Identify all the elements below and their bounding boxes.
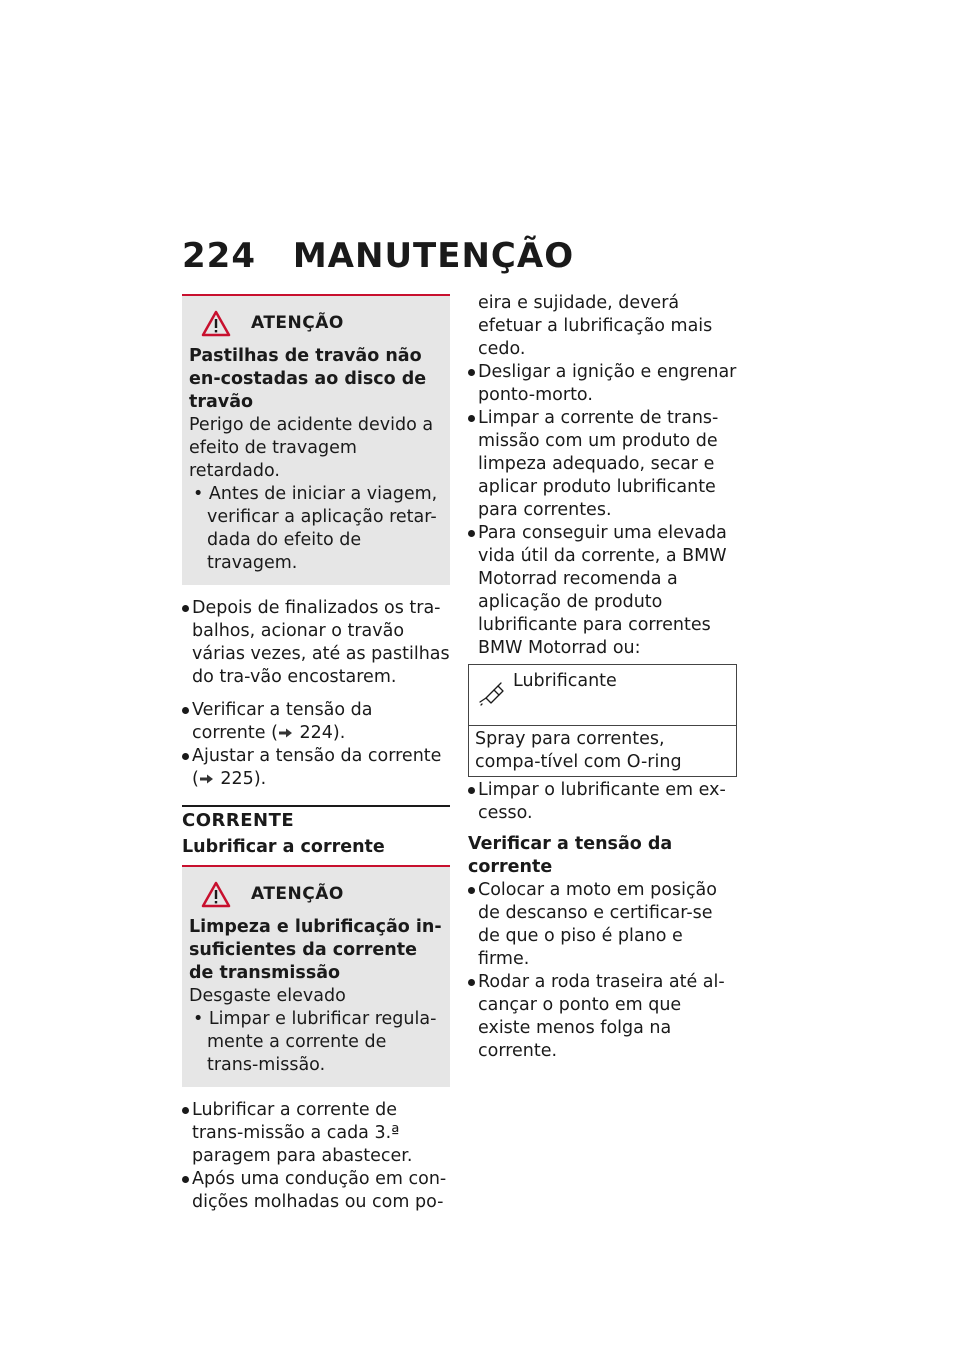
list-item: Depois de finalizados os tra-balhos, acionar o travão várias vezes, até as pastilhas do tra-vão encostarem. — [182, 597, 450, 689]
warning-danger: Desgaste elevado — [189, 986, 346, 1006]
oil-can-icon — [477, 676, 507, 706]
list-item: Verificar a tensão da corrente ( 224). — [182, 699, 450, 745]
warning-header — [189, 310, 443, 337]
page-ref[interactable]: 225 — [220, 769, 254, 789]
steps-list-6 — [468, 879, 737, 1063]
page-header — [182, 236, 574, 276]
steps-list-2 — [182, 699, 450, 791]
warning-triangle-icon — [201, 310, 231, 337]
left-column — [182, 294, 450, 1214]
right-column — [468, 292, 737, 1063]
list-item: Lubrificar a corrente de trans-missão a cada 3.ª paragem para abastecer. — [182, 1099, 450, 1168]
warning-subject: Limpeza e lubrificação in-suficientes da corrente de transmissão — [189, 917, 442, 983]
lubricant-table — [468, 664, 737, 777]
steps-list-5 — [468, 779, 737, 825]
page-ref[interactable]: 224 — [299, 723, 333, 743]
lubricant-description: Spray para correntes, compa-tível com O-ring — [475, 729, 682, 772]
list-item: Rodar a roda traseira até al-cançar o ponto em que existe menos folga na corrente. — [468, 971, 737, 1063]
subsection-title: Lubrificar a corrente — [182, 837, 385, 857]
page-title: MANUTENÇÃO — [292, 236, 575, 276]
warning-subject: Pastilhas de travão não en-costadas ao disco de travão — [189, 346, 427, 412]
steps-list-3 — [182, 1099, 450, 1214]
warning-action: • Antes de iniciar a viagem, verificar a aplicação retar-dada do efeito de travagem. — [193, 484, 438, 573]
page-ref-arrow-icon — [199, 773, 215, 785]
section-divider — [182, 805, 450, 859]
list-item: Para conseguir uma elevada vida útil da corrente, a BMW Motorrad recomenda a aplicação de produto lubrificante para correntes BMW Motorrad ou: — [468, 522, 737, 660]
list-item: Limpar o lubrificante em ex-cesso. — [468, 779, 737, 825]
section-title: CORRENTE — [182, 810, 295, 831]
list-item: Ajustar a tensão da corrente ( 225). — [182, 745, 450, 791]
page-number: 224 — [182, 236, 256, 276]
warning-danger: Perigo de acidente devido a efeito de travagem retardado. — [189, 415, 434, 481]
continued-text: eira e sujidade, deverá efetuar a lubrificação mais cedo. — [478, 293, 713, 359]
subsection-title: Verificar a tensão da corrente — [468, 834, 673, 877]
page-ref-arrow-icon — [278, 727, 294, 739]
steps-list-4 — [468, 361, 737, 660]
list-item: Após uma condução em con-dições molhadas ou com po- — [182, 1168, 450, 1214]
lubricant-label: Lubrificante — [513, 671, 617, 691]
list-item: Colocar a moto em posição de descanso e certificar-se de que o piso é plano e firme. — [468, 879, 737, 971]
warning-heading: ATENÇÃO — [251, 884, 344, 904]
warning-action: • Limpar e lubrificar regula-mente a corrente de trans-missão. — [193, 1009, 437, 1075]
warning-box-brake — [182, 294, 450, 585]
warning-box-chain — [182, 865, 450, 1087]
warning-heading: ATENÇÃO — [251, 313, 344, 333]
list-item: Desligar a ignição e engrenar ponto-morto. — [468, 361, 737, 407]
warning-triangle-icon — [201, 881, 231, 908]
steps-list-1 — [182, 597, 450, 689]
lubricant-header — [469, 665, 736, 726]
warning-header — [189, 881, 443, 908]
list-item: Limpar a corrente de trans-missão com um produto de limpeza adequado, secar e aplicar produto lubrificante para correntes. — [468, 407, 737, 522]
